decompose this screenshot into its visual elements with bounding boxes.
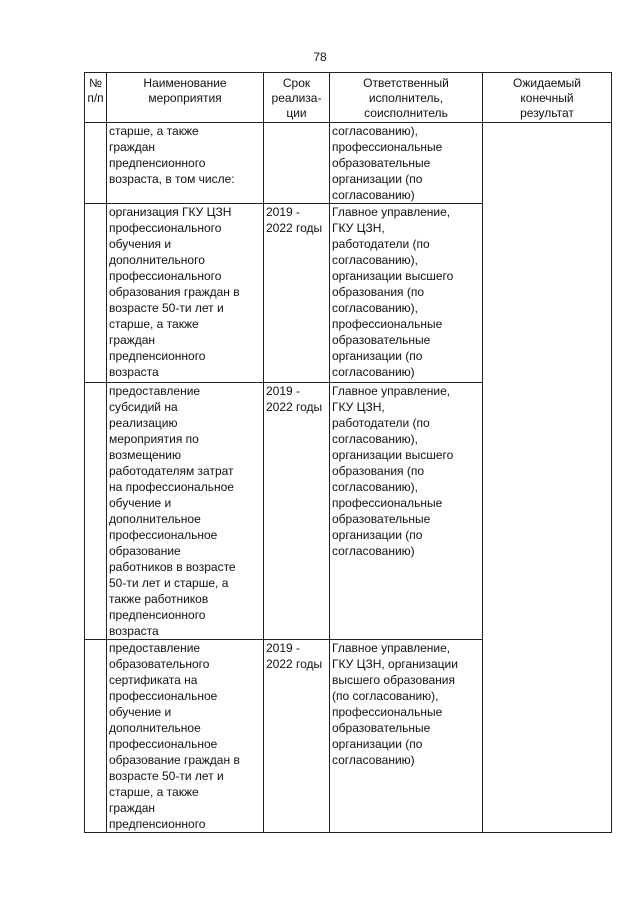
cell-term: 2019 - 2022 годы [264,383,330,640]
cell-num [85,640,107,833]
cell-executor: Главное управление, ГКУ ЦЗН, организации высшего образования (по согласованию), профессиональные образовательные организации (по согласованию) [330,640,483,833]
cell-term [264,123,330,204]
table-row [85,640,612,833]
header-num: № п/п [85,73,107,123]
header-name: Наименование мероприятия [107,73,264,123]
measures-table [84,72,612,833]
cell-num [85,383,107,640]
table-row [85,123,612,204]
table-header-row [85,73,612,123]
header-executor: Ответственный исполнитель, соисполнитель [330,73,483,123]
cell-name: предоставление субсидий на реализацию мероприятия по возмещению работодателям затрат на профессиональное обучение и дополнительное профессиональное образование работников в возрасте 50-ти лет и старше, а также работников предпенсионного возраста [107,383,264,640]
table-row [85,204,612,383]
cell-name: старше, а также граждан предпенсионного возраста, в том числе: [107,123,264,204]
table-row [85,383,612,640]
cell-name: организация ГКУ ЦЗН профессионального обучения и дополнительного профессионального образования граждан в возрасте 50-ти лет и старше, а также граждан предпенсионного возраста [107,204,264,383]
cell-name: предоставление образовательного сертификата на профессиональное обучение и дополнительное профессиональное образование граждан в возрасте 50-ти лет и старше, а также граждан предпенсионного [107,640,264,833]
cell-executor: согласованию), профессиональные образовательные организации (по согласованию) [330,123,483,204]
cell-num [85,204,107,383]
cell-term: 2019 - 2022 годы [264,640,330,833]
cell-num [85,123,107,204]
header-result: Ожидаемый конечный результат [483,73,612,123]
header-term: Срок реализа- ции [264,73,330,123]
cell-result [483,383,612,640]
cell-result [483,640,612,833]
cell-executor: Главное управление, ГКУ ЦЗН, работодатели (по согласованию), организации высшего образования (по согласованию), профессиональные образовательные организации (по согласованию) [330,383,483,640]
cell-result [483,123,612,204]
cell-result [483,204,612,383]
cell-executor: Главное управление, ГКУ ЦЗН, работодатели (по согласованию), организации высшего образования (по согласованию), профессиональные образовательные организации (по согласованию) [330,204,483,383]
cell-term: 2019 - 2022 годы [264,204,330,383]
page-number: 78 [313,50,327,64]
